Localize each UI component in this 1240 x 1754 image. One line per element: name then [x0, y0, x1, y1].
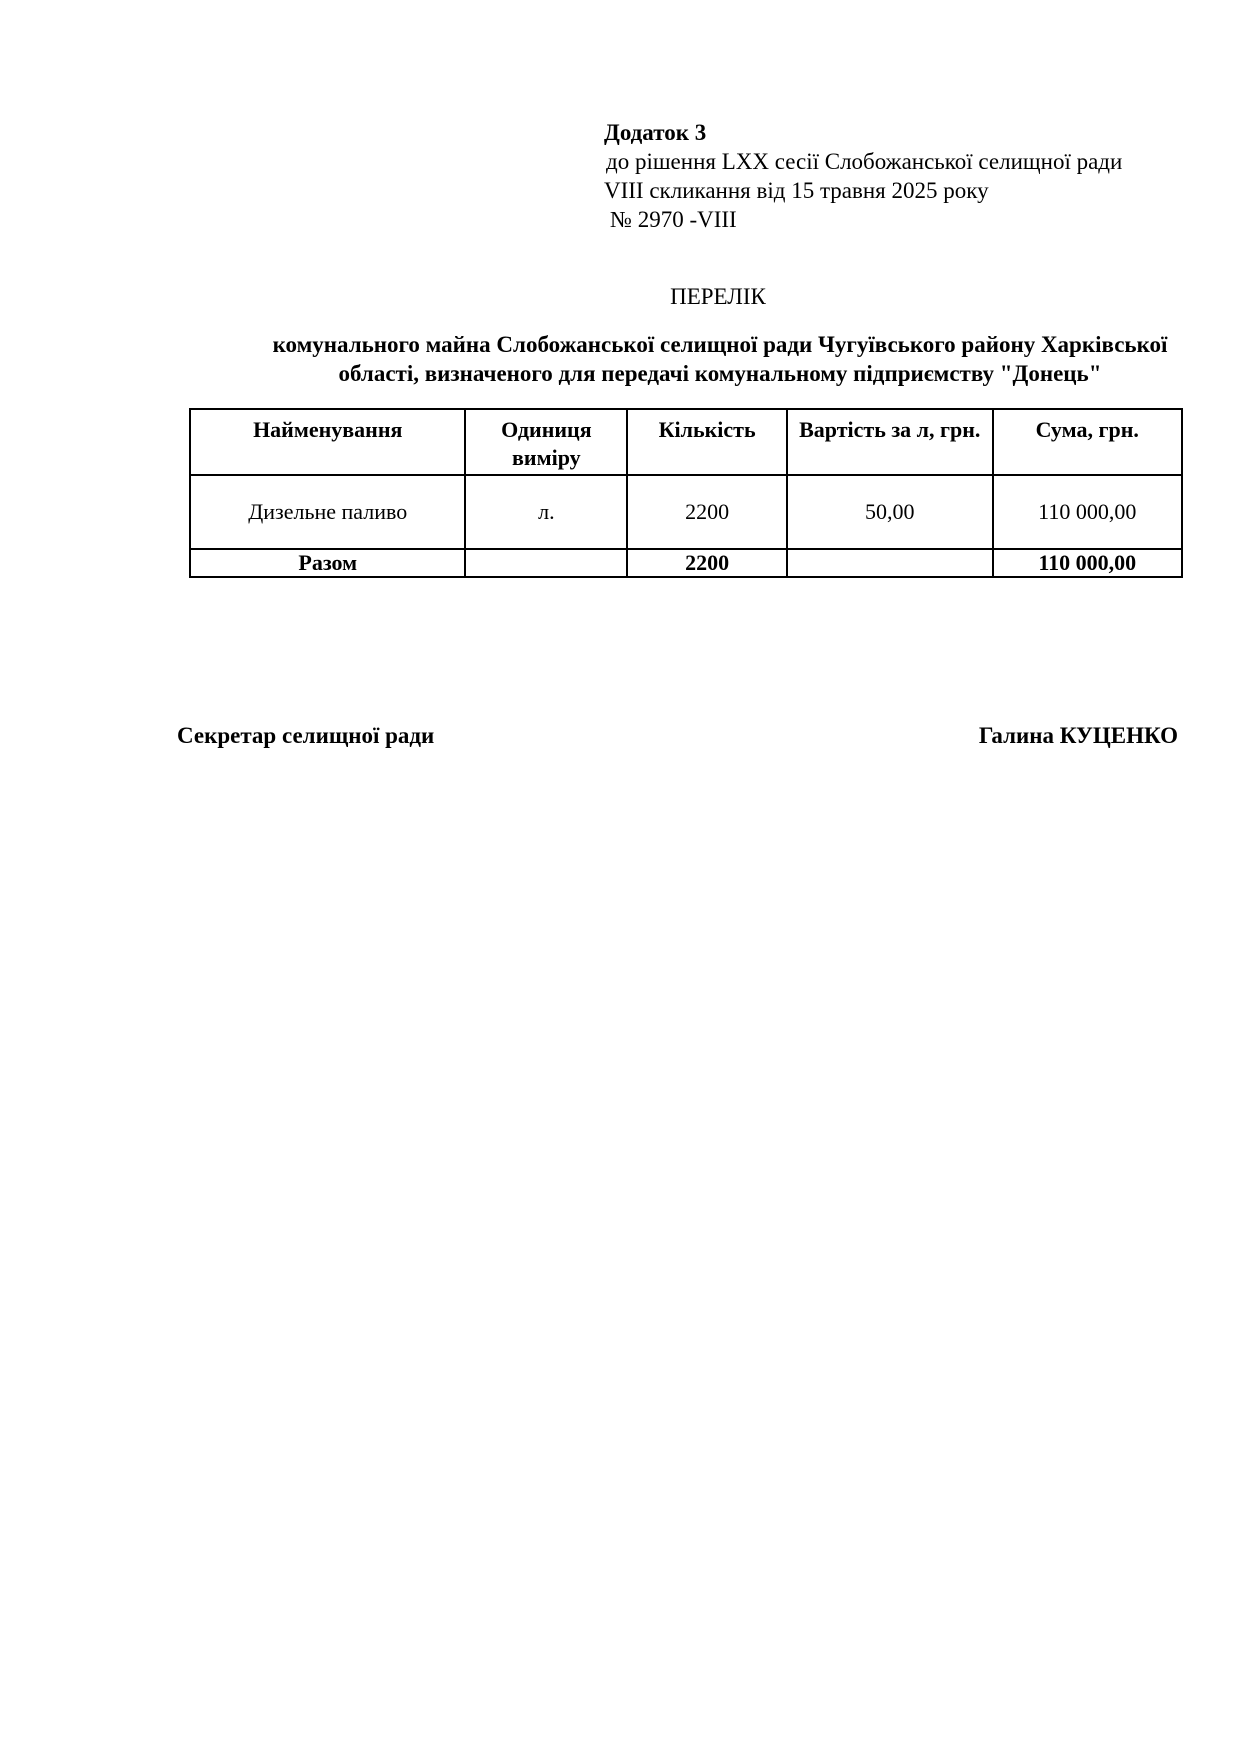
- header-unit: Одиниця виміру: [465, 409, 627, 475]
- header-sum: Сума, грн.: [993, 409, 1183, 475]
- annex-block: [604, 118, 1122, 234]
- cell-sum: 110 000,00: [993, 475, 1183, 549]
- document-title: ПЕРЕЛІК: [670, 284, 766, 309]
- annex-decision-line: до рішення LXX сесії Слобожанської селищної ради: [606, 149, 1123, 174]
- cell-unit: л.: [465, 475, 627, 549]
- table-row: [190, 475, 1182, 549]
- header-quantity: Кількість: [627, 409, 787, 475]
- header-name: Найменування: [190, 409, 465, 475]
- signatory-name: Галина КУЦЕНКО: [978, 723, 1178, 748]
- header-price: Вартість за л, грн.: [787, 409, 993, 475]
- cell-price: 50,00: [787, 475, 993, 549]
- cell-name: Дизельне паливо: [190, 475, 465, 549]
- annex-title: Додаток 3: [604, 120, 707, 145]
- total-label: Разом: [190, 549, 465, 577]
- subtitle-line-2: області, визначеного для передачі комунальному підприємству "Донець": [338, 361, 1102, 386]
- table-total-row: [190, 549, 1182, 577]
- annex-number: № 2970 -VIII: [610, 207, 737, 232]
- total-quantity: 2200: [627, 549, 787, 577]
- subtitle-line-1: комунального майна Слобожанської селищної ради Чугуївського району Харківської: [272, 332, 1168, 357]
- total-price: [787, 549, 993, 577]
- signatory-position: Секретар селищної ради: [177, 723, 435, 748]
- table-header-row: [190, 409, 1182, 475]
- annex-convocation-line: VIII скликання від 15 травня 2025 року: [604, 178, 989, 203]
- total-unit: [465, 549, 627, 577]
- cell-quantity: 2200: [627, 475, 787, 549]
- property-table: [189, 408, 1183, 578]
- document-subtitle: [250, 330, 1190, 388]
- total-sum: 110 000,00: [993, 549, 1183, 577]
